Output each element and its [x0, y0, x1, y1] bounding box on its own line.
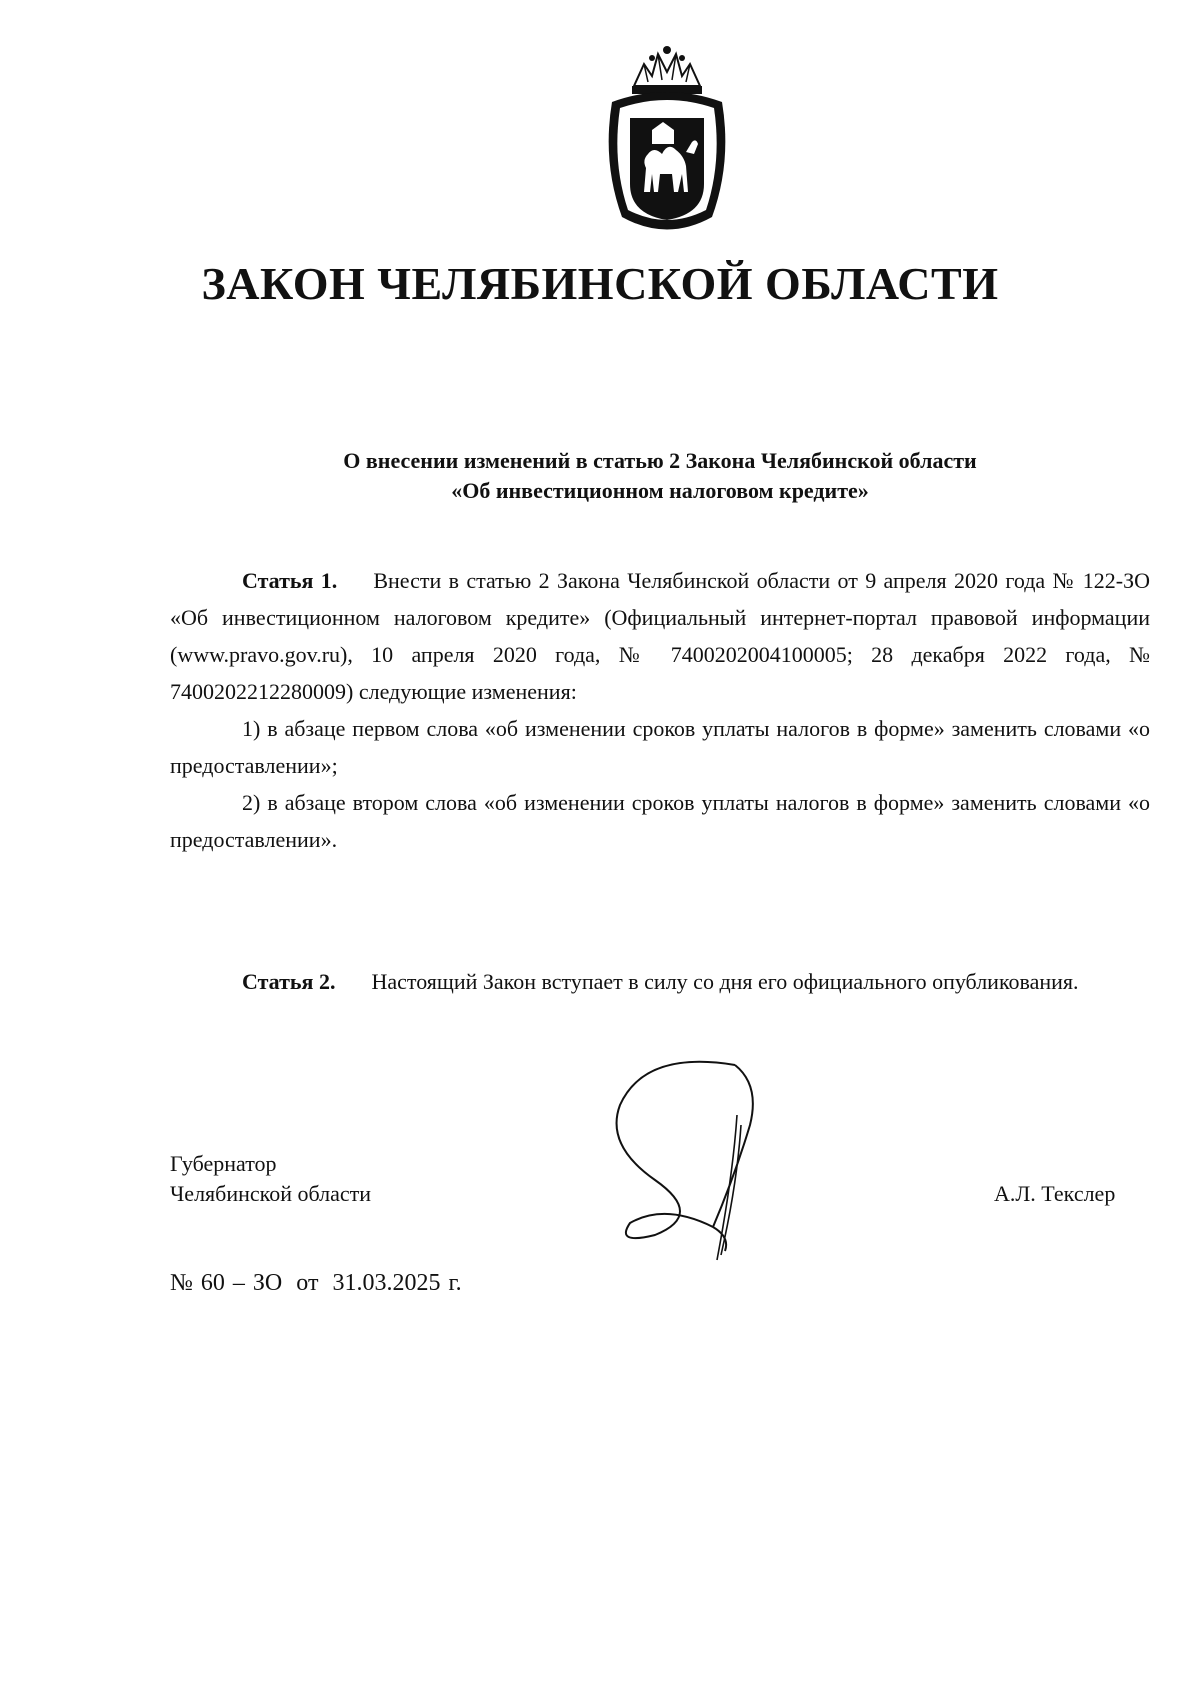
signatory-position-line-1: Губернатор: [170, 1151, 277, 1176]
document-number-from: от: [296, 1270, 319, 1296]
article-1-label: Статья 1.: [242, 568, 338, 593]
article-2-text: Настоящий Закон вступает в силу со дня его официального опубликования.: [371, 969, 1079, 994]
article-1-intro-text: Внести в статью 2 Закона Челябинской области от 9 апреля 2020 года № 122-ЗО «Об инвестиционном налоговом кредите» (Официальный интернет-портал правовой информации (www.pravo.gov.ru), 10 апреля 2020 года, № 7400202004100005; 28 декабря 2022 года, № 7400202212280009) следующие изменения:: [170, 568, 1150, 704]
law-subtitle: [170, 446, 1150, 506]
signatory-position: [170, 1149, 371, 1209]
document-number-value: № 60 – ЗО: [170, 1270, 283, 1296]
law-title: ЗАКОН ЧЕЛЯБИНСКОЙ ОБЛАСТИ: [201, 258, 999, 309]
signatory-name: А.Л. Текслер: [994, 1181, 1116, 1206]
subtitle-line-2: «Об инвестиционном налоговом кредите»: [451, 478, 869, 503]
document-number: [170, 1267, 468, 1299]
signatory-position-line-2: Челябинской области: [170, 1181, 372, 1206]
article-2: [170, 963, 1150, 1000]
article-2-label: Статья 2.: [242, 969, 336, 994]
article-1-intro: [170, 562, 1150, 710]
article-1: [170, 562, 1150, 858]
article-1-item-2: 2) в абзаце втором слова «об изменении сроков уплаты налогов в форме» заменить словами «о предоставлении».: [170, 790, 1150, 852]
document-date: 31.03.2025 г.: [332, 1270, 462, 1296]
coat-of-arms-icon: [592, 42, 742, 238]
handwritten-signature-icon: [585, 1055, 815, 1295]
article-2-paragraph: [170, 963, 1150, 1000]
subtitle-line-1: О внесении изменений в статью 2 Закона Челябинской области: [343, 448, 977, 473]
article-1-item-1: 1) в абзаце первом слова «об изменении сроков уплаты налогов в форме» заменить словами «о предоставлении»;: [170, 716, 1150, 778]
